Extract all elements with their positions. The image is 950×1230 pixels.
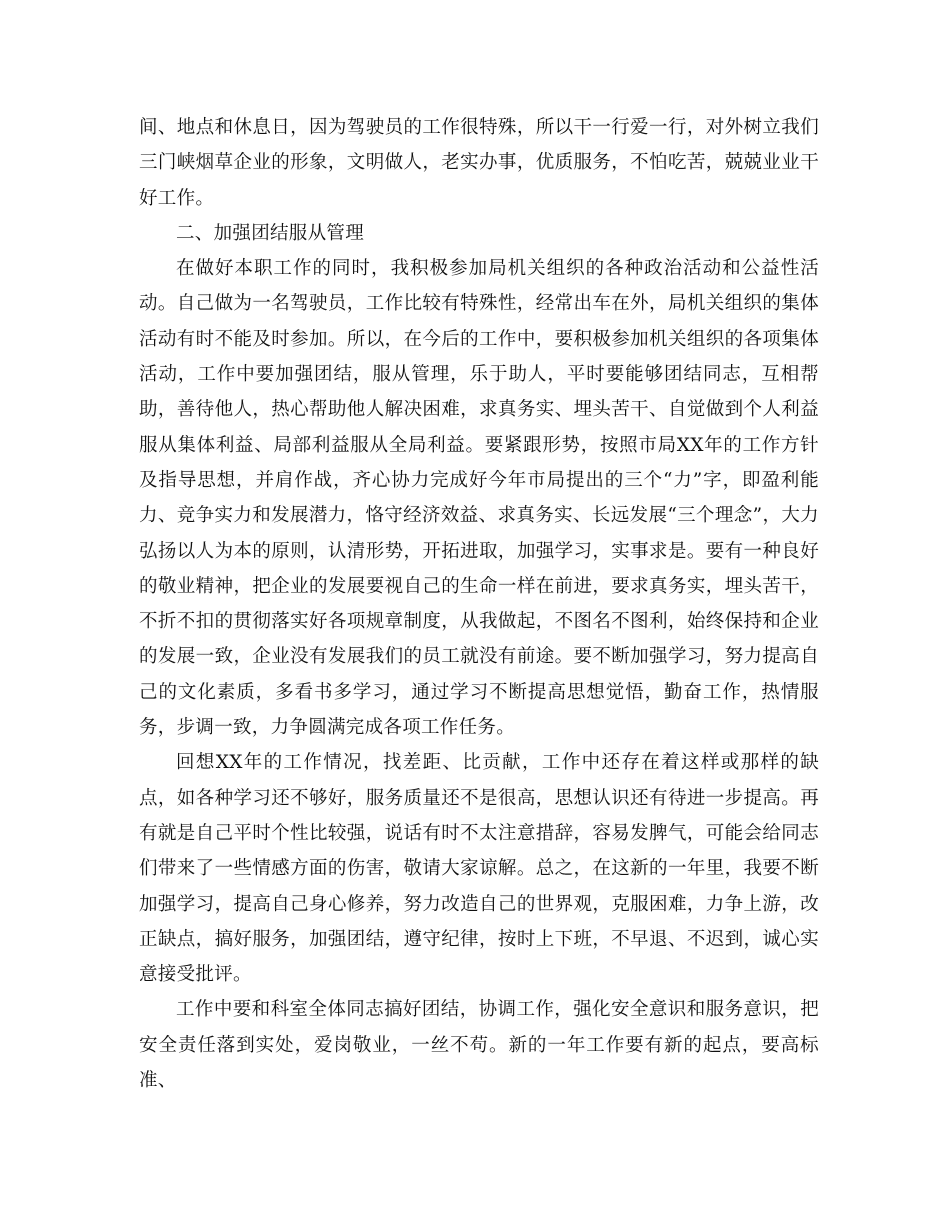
paragraph-safety: 工作中要和科室全体同志搞好团结，协调工作，强化安全意识和服务意识，把安全责任落到实处，爱岗敬业，一丝不苟。新的一年工作要有新的起点，要高标准、 bbox=[139, 999, 819, 1092]
section-heading: 二、加强团结服从管理 bbox=[176, 222, 365, 244]
paragraph-unity-management: 在做好本职工作的同时，我积极参加局机关组织的各种政治活动和公益性活动。自己做为一名驾驶员，工作比较有特殊性，经常出车在外，局机关组织的集体活动有时不能及时参加。所以，在今后的工作中，要积极参加机关组织的各项集体活动，工作中要加强团结，服从管理，乐于助人，平时要能够团结同志，互相帮助，善待他人，热心帮助他人解决困难，求真务实、埋头苦干、自觉做到个人利益服从集体利益、局部利益服从全局利益。要紧跟形势，按照市局XX年的工作方针及指导思想，并肩作战，齐心协力完成好今年市局提出的三个“力”字，即盈利能力、竞争实力和发展潜力，恪守经济效益、求真务实、长远发展“三个理念”，大力弘扬以人为本的原则，认清形势，开拓进取，加强学习，实事求是。要有一种良好的敬业精神，把企业的发展要视自己的生命一样在前进，要求真务实，埋头苦干，不折不扣的贯彻落实好各项规章制度，从我做起，不图名不图利，始终保持和企业的发展一致，企业没有发展我们的员工就没有前途。要不断加强学习，努力提高自己的文化素质，多看书多学习，通过学习不断提高思想觉悟，勤奋工作，热情服务，步调一致，力争圆满完成各项工作任务。 bbox=[139, 258, 819, 739]
document-body bbox=[139, 110, 819, 1098]
paragraph-continuation: 间、地点和休息日，因为驾驶员的工作很特殊，所以干一行爱一行，对外树立我们三门峡烟草企业的形象，文明做人，老实办事，优质服务，不怕吃苦，兢兢业业干好工作。 bbox=[139, 117, 819, 209]
paragraph-self-review: 回想XX年的工作情况，找差距、比贡献，工作中还存在着这样或那样的缺点，如各种学习还不够好，服务质量还不是很高，思想认识还有待进一步提高。再有就是自己平时个性比较强，说话有时不太注意措辞，容易发脾气，可能会给同志们带来了一些情感方面的伤害，敬请大家谅解。总之，在这新的一年里，我要不断加强学习，提高自己身心修养，努力改造自己的世界观，克服困难，力争上游，改正缺点，搞好服务，加强团结，遵守纪律，按时上下班，不早退、不迟到，诚心实意接受批评。 bbox=[139, 752, 819, 986]
